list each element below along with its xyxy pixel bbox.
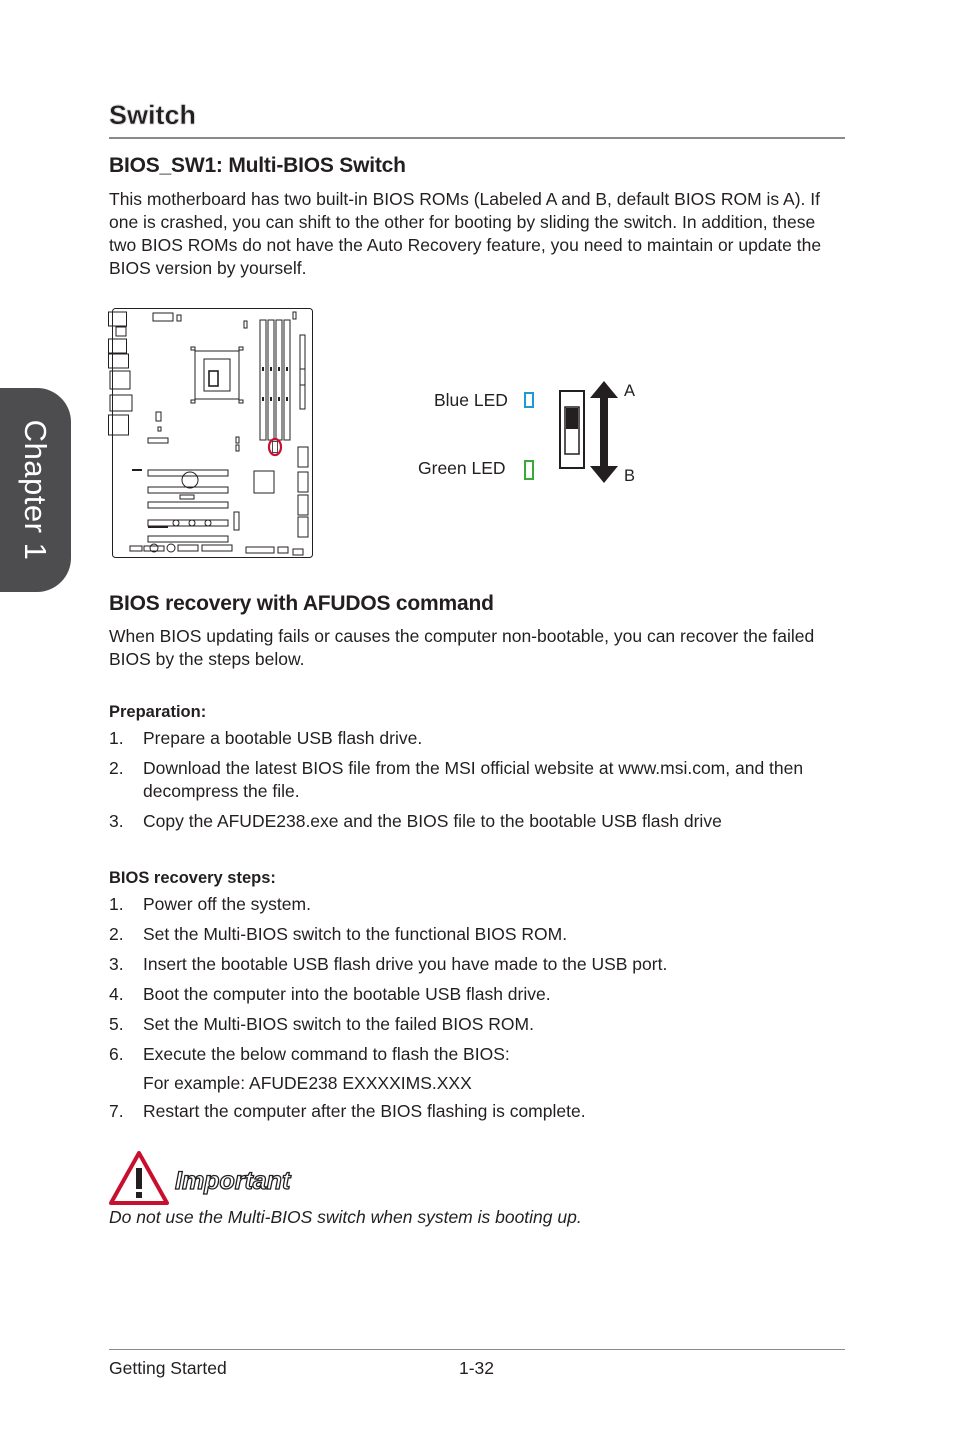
recovery-heading: BIOS recovery steps:	[109, 869, 276, 887]
list-item: 3. Insert the bootable USB flash drive you have made to the USB port.	[109, 954, 668, 974]
list-item: 5. Set the Multi-BIOS switch to the failed BIOS ROM.	[109, 1014, 534, 1034]
label-a: A	[624, 382, 636, 400]
chapter-tab	[0, 388, 71, 592]
list-item: 4. Boot the computer into the bootable USB flash drive.	[109, 984, 551, 1004]
switch-knob	[566, 408, 578, 429]
afudos-paragraph: When BIOS updating fails or causes the computer non-bootable, you can recover the failed BIOS by the steps below.	[109, 626, 815, 669]
page-number: 1-32	[459, 1358, 495, 1378]
preparation-heading: Preparation:	[109, 703, 207, 721]
preparation-list	[109, 727, 845, 833]
list-item: 1. Power off the system.	[109, 894, 311, 914]
afudos-heading: BIOS recovery with AFUDOS command	[109, 592, 494, 615]
section-title-rule	[109, 137, 845, 139]
list-item: 7. Restart the computer after the BIOS flashing is complete.	[109, 1101, 586, 1121]
footer-rule	[109, 1349, 845, 1350]
bios-switch-detail	[556, 380, 626, 484]
blue-led-label: Blue LED	[434, 390, 508, 410]
section-title: Switch	[109, 100, 197, 130]
chapter-tab-label: Chapter 1	[18, 419, 53, 561]
label-b: B	[624, 467, 636, 485]
important-title: Important	[175, 1167, 291, 1195]
recovery-list	[109, 893, 845, 1123]
motherboard-diagram	[108, 307, 316, 560]
list-item: 6. Execute the below command to flash the BIOS: For example: AFUDE238 EXXXXIMS.XXX	[109, 1043, 845, 1095]
command-example: For example: AFUDE238 EXXXXIMS.XXX	[143, 1073, 472, 1093]
bios-sw1-paragraph: This motherboard has two built-in BIOS ROMs (Labeled A and B, default BIOS ROM is A). If one is crashed, you can shift to the other for booting by sliding the switch. In addition, these two BIOS ROMs do not have the Auto Recovery feature, you need to maintain or update the BIOS version by yourself.	[109, 189, 822, 278]
bios-sw1-heading: BIOS_SW1: Multi-BIOS Switch	[109, 154, 406, 177]
important-text: Do not use the Multi-BIOS switch when system is booting up.	[109, 1207, 582, 1227]
list-item: 1. Prepare a bootable USB flash drive.	[109, 728, 423, 748]
list-item: 2. Download the latest BIOS file from the MSI official website at www.msi.com, and then decompress the file.	[109, 758, 804, 801]
footer-section-label: Getting Started	[109, 1358, 227, 1378]
green-led-label: Green LED	[418, 458, 506, 478]
warning-icon	[108, 1150, 170, 1206]
list-item: 2. Set the Multi-BIOS switch to the functional BIOS ROM.	[109, 924, 568, 944]
double-arrow-icon	[590, 381, 618, 483]
list-item: 3. Copy the AFUDE238.exe and the BIOS file to the bootable USB flash drive	[109, 811, 722, 831]
green-led-icon	[524, 460, 534, 480]
blue-led-icon	[524, 392, 534, 408]
